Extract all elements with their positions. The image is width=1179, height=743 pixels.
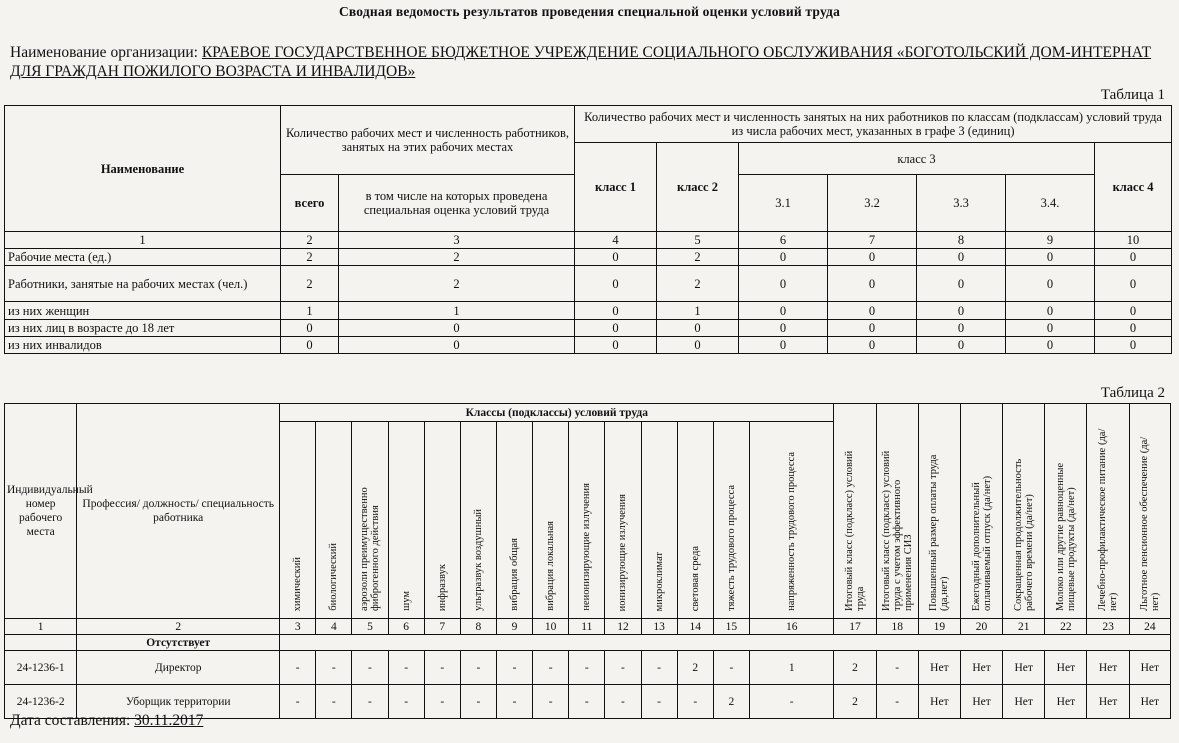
workplaces-table xyxy=(4,403,1171,719)
table-cell: 0 xyxy=(828,266,917,302)
header-class1: класс 1 xyxy=(575,143,657,232)
table-cell: - xyxy=(496,685,532,719)
header-factor: ультразвук воздушный xyxy=(460,422,496,619)
header-factor: химический xyxy=(280,422,316,619)
table-cell: - xyxy=(533,651,569,685)
table-cell: 2 xyxy=(339,266,575,302)
table-cell: Нет xyxy=(960,685,1002,719)
table-cell: 2 xyxy=(339,249,575,266)
col-number: 15 xyxy=(713,619,749,635)
table-cell: 2 xyxy=(657,266,739,302)
header-pension: Льготное пенсионное обеспечение (да/нет) xyxy=(1129,404,1170,619)
table-cell: 0 xyxy=(657,337,739,354)
table-cell: - xyxy=(496,651,532,685)
header-milk: Молоко или другие равноценные пищевые продукты (да/нет) xyxy=(1045,404,1087,619)
col-number: 1 xyxy=(5,619,77,635)
table-cell: - xyxy=(352,651,388,685)
table-cell: 0 xyxy=(917,266,1006,302)
table-cell: 0 xyxy=(1095,337,1172,354)
workplace-id: 24-1236-1 xyxy=(5,651,77,685)
row-label: из них женщин xyxy=(5,302,281,320)
col-number: 4 xyxy=(316,619,352,635)
table-cell: - xyxy=(749,685,834,719)
header-class4: класс 4 xyxy=(1095,143,1172,232)
organization-name: КРАЕВОЕ ГОСУДАРСТВЕННОЕ БЮДЖЕТНОЕ УЧРЕЖДЕНИЕ СОЦИАЛЬНОГО ОБСЛУЖИВАНИЯ «БОГОТОЛЬСКИЙ ДОМ-ИНТЕРНАТ ДЛЯ ГРАЖДАН ПОЖИЛОГО ВОЗРАСТА И ИНВАЛИДОВ» xyxy=(10,44,1152,80)
date-value: 30.11.2017 xyxy=(134,712,204,729)
table-cell: 0 xyxy=(739,266,828,302)
header-factor: ионизирующие излучения xyxy=(605,422,641,619)
header-class2: класс 2 xyxy=(657,143,739,232)
col-number: 3 xyxy=(339,232,575,249)
col-number: 6 xyxy=(388,619,424,635)
summary-table xyxy=(4,105,1172,354)
header-name: Наименование xyxy=(5,106,281,232)
table-cell: - xyxy=(460,685,496,719)
col-number: 4 xyxy=(575,232,657,249)
table-cell: 0 xyxy=(339,337,575,354)
col-number: 19 xyxy=(918,619,960,635)
table-cell: Нет xyxy=(1003,685,1045,719)
table-cell: - xyxy=(424,685,460,719)
table-cell: - xyxy=(641,651,677,685)
table-cell: 0 xyxy=(1006,302,1095,320)
table-cell: Нет xyxy=(1129,685,1170,719)
col-number: 8 xyxy=(917,232,1006,249)
col-number: 6 xyxy=(739,232,828,249)
organization-line xyxy=(10,43,1160,81)
row-label: из них инвалидов xyxy=(5,337,281,354)
col-number: 2 xyxy=(77,619,280,635)
date-line xyxy=(10,712,203,730)
document-title: Сводная ведомость результатов проведения специальной оценки условий труда xyxy=(338,4,841,19)
table-cell: 0 xyxy=(339,320,575,337)
column-number-row xyxy=(5,619,1171,635)
header-factor: микроклимат xyxy=(641,422,677,619)
col-number: 9 xyxy=(1006,232,1095,249)
header-class3-1: 3.1 xyxy=(739,175,828,232)
table-cell: 0 xyxy=(1095,266,1172,302)
table-cell: Нет xyxy=(918,685,960,719)
col-number: 9 xyxy=(496,619,532,635)
table-cell: 2 xyxy=(281,266,339,302)
header-factor: вибрация общая xyxy=(496,422,532,619)
profession: Директор xyxy=(77,651,280,685)
col-number: 3 xyxy=(280,619,316,635)
table-cell: 0 xyxy=(657,320,739,337)
table-cell: - xyxy=(460,651,496,685)
table-row xyxy=(5,320,1172,337)
table-cell: - xyxy=(569,651,605,685)
table-cell: Нет xyxy=(1087,651,1129,685)
table1-label: Таблица 1 xyxy=(1100,87,1165,103)
table-cell: 0 xyxy=(575,337,657,354)
col-number: 20 xyxy=(960,619,1002,635)
col-number: 23 xyxy=(1087,619,1129,635)
table-cell: 2 xyxy=(281,249,339,266)
col-number: 10 xyxy=(533,619,569,635)
table-cell: 0 xyxy=(575,302,657,320)
table-cell: - xyxy=(424,651,460,685)
header-class3: класс 3 xyxy=(739,143,1095,175)
col-number: 21 xyxy=(1003,619,1045,635)
table-cell: - xyxy=(713,651,749,685)
header-final-class-siz: Итоговый класс (подкласс) условий труда с учетом эффективного применения СИЗ xyxy=(876,404,918,619)
header-class3-2: 3.2 xyxy=(828,175,917,232)
table-cell: 0 xyxy=(917,302,1006,320)
header-factor: биологический xyxy=(316,422,352,619)
header-class3-3: 3.3 xyxy=(917,175,1006,232)
table-cell: - xyxy=(605,651,641,685)
header-factor: напряженность трудового процесса xyxy=(749,422,834,619)
col-number: 10 xyxy=(1095,232,1172,249)
col-number: 5 xyxy=(352,619,388,635)
table-cell: 0 xyxy=(917,337,1006,354)
section-row xyxy=(5,635,1171,651)
table-cell: - xyxy=(280,651,316,685)
table-cell: 0 xyxy=(739,320,828,337)
col-number: 16 xyxy=(749,619,834,635)
row-label: из них лиц в возрасте до 18 лет xyxy=(5,320,281,337)
table2-label: Таблица 2 xyxy=(1100,385,1165,401)
col-number: 22 xyxy=(1045,619,1087,635)
table-cell: Нет xyxy=(1003,651,1045,685)
header-factor: инфразвук xyxy=(424,422,460,619)
table-cell: Нет xyxy=(1045,685,1087,719)
col-number: 11 xyxy=(569,619,605,635)
section-label: Отсутствует xyxy=(77,635,280,651)
table-cell: 0 xyxy=(1006,337,1095,354)
header-factor: шум xyxy=(388,422,424,619)
table-cell: - xyxy=(605,685,641,719)
table-cell: - xyxy=(569,685,605,719)
header-profession: Профессия/ должность/ специальность работника xyxy=(77,404,280,619)
header-extra-leave: Ежегодный дополнительный оплачиваемый отпуск (да/нет) xyxy=(960,404,1002,619)
table-cell: Нет xyxy=(918,651,960,685)
table-cell: - xyxy=(876,685,918,719)
table-cell xyxy=(280,635,1171,651)
table-cell: 0 xyxy=(281,320,339,337)
table-cell: Нет xyxy=(1087,685,1129,719)
table-cell: 1 xyxy=(281,302,339,320)
table-row xyxy=(5,249,1172,266)
table-cell: - xyxy=(316,651,352,685)
profession: Уборщик территории xyxy=(77,685,280,719)
row-label: Рабочие места (ед.) xyxy=(5,249,281,266)
table-cell: - xyxy=(316,685,352,719)
table-cell: 0 xyxy=(828,320,917,337)
table-cell: 1 xyxy=(657,302,739,320)
header-assessed: в том числе на которых проведена специальная оценка условий труда xyxy=(339,175,575,232)
table-cell: 1 xyxy=(339,302,575,320)
col-number: 12 xyxy=(605,619,641,635)
header-factor: световая среда xyxy=(677,422,713,619)
table-cell: 0 xyxy=(281,337,339,354)
header-factor: аэрозоли преимущественно фиброгенного действия xyxy=(352,422,388,619)
col-number: 8 xyxy=(460,619,496,635)
header-workplaces-group: Количество рабочих мест и численность работников, занятых на этих рабочих местах xyxy=(281,106,575,175)
table-cell: 2 xyxy=(834,651,876,685)
table-cell: Нет xyxy=(1129,651,1170,685)
table-cell: - xyxy=(388,685,424,719)
table-row xyxy=(5,337,1172,354)
table-cell: 0 xyxy=(1095,320,1172,337)
table-cell: 0 xyxy=(828,249,917,266)
table-cell: 2 xyxy=(677,651,713,685)
table-cell: 0 xyxy=(1006,320,1095,337)
table-cell: 0 xyxy=(828,302,917,320)
table-cell: Нет xyxy=(1045,651,1087,685)
header-factor: неионизирующие излучения xyxy=(569,422,605,619)
header-factor: тяжесть трудового процесса xyxy=(713,422,749,619)
header-nutrition: Лечебно-профилактическое питание (да/нет) xyxy=(1087,404,1129,619)
table-cell: 0 xyxy=(575,249,657,266)
table-cell: 0 xyxy=(575,320,657,337)
workplace-id: 24-1236-2 xyxy=(5,685,77,719)
table-cell: - xyxy=(677,685,713,719)
col-number: 7 xyxy=(424,619,460,635)
col-number: 7 xyxy=(828,232,917,249)
row-label: Работники, занятые на рабочих местах (чел.) xyxy=(5,266,281,302)
header-classes-group: Количество рабочих мест и численность занятых на них работников по классам (подклассам) условий труда из числа рабочих мест, указанных в графе 3 (единиц) xyxy=(575,106,1172,143)
table-cell xyxy=(5,635,77,651)
header-condition-classes: Классы (подклассы) условий труда xyxy=(280,404,834,422)
col-number: 14 xyxy=(677,619,713,635)
table-cell: - xyxy=(280,685,316,719)
table-row xyxy=(5,651,1171,685)
header-total: всего xyxy=(281,175,339,232)
table-cell: - xyxy=(388,651,424,685)
table-cell: 2 xyxy=(657,249,739,266)
table-cell: 0 xyxy=(1095,302,1172,320)
header-factor: вибрация локальная xyxy=(533,422,569,619)
table-cell: 0 xyxy=(739,337,828,354)
col-number: 1 xyxy=(5,232,281,249)
table-cell: 0 xyxy=(1006,249,1095,266)
table-cell: 0 xyxy=(575,266,657,302)
table-cell: Нет xyxy=(960,651,1002,685)
header-short-hours: Сокращенная продолжительность рабочего времени (да/нет) xyxy=(1003,404,1045,619)
header-final-class: Итоговый класс (подкласс) условий труда xyxy=(834,404,876,619)
table-cell: - xyxy=(876,651,918,685)
organization-label: Наименование организации: xyxy=(10,44,198,61)
table-cell: 0 xyxy=(739,249,828,266)
table-cell: - xyxy=(533,685,569,719)
column-number-row xyxy=(5,232,1172,249)
col-number: 5 xyxy=(657,232,739,249)
col-number: 2 xyxy=(281,232,339,249)
table-cell: 0 xyxy=(917,320,1006,337)
table-row xyxy=(5,266,1172,302)
header-class3-4: 3.4. xyxy=(1006,175,1095,232)
header-extra-pay: Повышенный размер оплаты труда (да,нет) xyxy=(918,404,960,619)
table-cell: - xyxy=(352,685,388,719)
table-cell: 1 xyxy=(749,651,834,685)
table-cell: 0 xyxy=(1095,249,1172,266)
header-workplace-id: Индивидуальный номер рабочего места xyxy=(5,404,77,619)
table-cell: 0 xyxy=(739,302,828,320)
col-number: 13 xyxy=(641,619,677,635)
col-number: 18 xyxy=(876,619,918,635)
col-number: 24 xyxy=(1129,619,1170,635)
table-cell: 0 xyxy=(1006,266,1095,302)
table-cell: 0 xyxy=(828,337,917,354)
table-cell: 0 xyxy=(917,249,1006,266)
table-cell: 2 xyxy=(834,685,876,719)
table-cell: 2 xyxy=(713,685,749,719)
date-label: Дата составления: xyxy=(10,712,131,729)
col-number: 17 xyxy=(834,619,876,635)
table-cell: - xyxy=(641,685,677,719)
table-row xyxy=(5,302,1172,320)
